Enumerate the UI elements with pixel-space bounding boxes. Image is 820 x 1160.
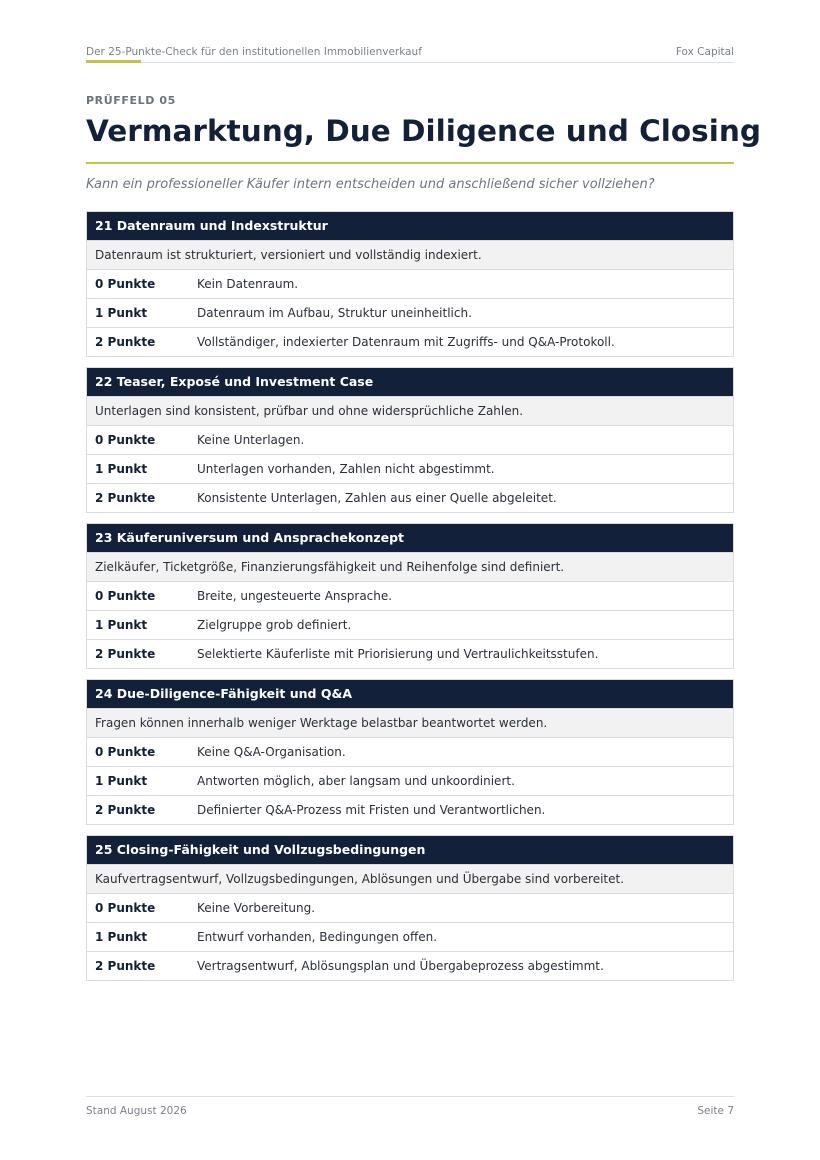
criterion-title: 21 Datenraum und Indexstruktur	[87, 212, 733, 240]
score-points: 2 Punkte	[95, 803, 156, 817]
score-row	[87, 483, 733, 512]
score-text: Breite, ungesteuerte Ansprache.	[197, 589, 393, 603]
score-row	[87, 269, 733, 298]
score-row	[87, 581, 733, 610]
score-points: 0 Punkte	[95, 745, 156, 759]
score-text: Unterlagen vorhanden, Zahlen nicht abgestimmt.	[197, 462, 495, 476]
score-row	[87, 610, 733, 639]
title-divider	[86, 162, 734, 164]
score-row	[87, 795, 733, 824]
score-points: 1 Punkt	[95, 306, 148, 320]
score-row	[87, 425, 733, 454]
score-row	[87, 951, 733, 980]
score-points: 2 Punkte	[95, 335, 156, 349]
score-row	[87, 327, 733, 356]
score-points: 2 Punkte	[95, 491, 156, 505]
score-points: 1 Punkt	[95, 930, 148, 944]
score-row	[87, 298, 733, 327]
score-text: Kein Datenraum.	[197, 277, 299, 291]
score-row	[87, 766, 733, 795]
score-text: Selektierte Käuferliste mit Priorisierung und Vertraulichkeitsstufen.	[197, 647, 599, 661]
criterion-description: Zielkäufer, Ticketgröße, Finanzierungsfähigkeit und Reihenfolge sind definiert.	[87, 552, 733, 581]
score-text: Konsistente Unterlagen, Zahlen aus einer Quelle abgeleitet.	[197, 491, 557, 505]
guiding-question: Kann ein professioneller Käufer intern entscheiden und anschließend sicher vollziehen?	[86, 177, 655, 192]
score-text: Definierter Q&A-Prozess mit Fristen und Verantwortlichen.	[197, 803, 546, 817]
page-footer	[86, 1102, 734, 1120]
score-text: Datenraum im Aufbau, Struktur uneinheitlich.	[197, 306, 472, 320]
page-header	[86, 42, 734, 62]
score-text: Vertragsentwurf, Ablösungsplan und Übergabeprozess abgestimmt.	[197, 959, 604, 973]
score-text: Entwurf vorhanden, Bedingungen offen.	[197, 930, 438, 944]
score-row	[87, 893, 733, 922]
criterion-block	[86, 367, 734, 513]
score-text: Zielgruppe grob definiert.	[197, 618, 352, 632]
score-text: Keine Q&A-Organisation.	[197, 745, 346, 759]
criterion-block	[86, 523, 734, 669]
score-row	[87, 922, 733, 951]
score-points: 1 Punkt	[95, 618, 148, 632]
score-points: 2 Punkte	[95, 959, 156, 973]
criterion-description: Fragen können innerhalb weniger Werktage belastbar beantwortet werden.	[87, 708, 733, 737]
section-kicker: PRÜFFELD 05	[86, 94, 176, 107]
score-text: Antworten möglich, aber langsam und unkoordiniert.	[197, 774, 515, 788]
criterion-title: 22 Teaser, Exposé und Investment Case	[87, 368, 733, 396]
criterion-title: 25 Closing-Fähigkeit und Vollzugsbedingungen	[87, 836, 733, 864]
footer-date: Stand August 2026	[86, 1105, 187, 1117]
criterion-block	[86, 835, 734, 981]
header-accent-bar	[86, 60, 141, 63]
score-row	[87, 737, 733, 766]
document-title: Der 25-Punkte-Check für den institutionellen Immobilienverkauf	[86, 46, 422, 58]
criterion-description: Unterlagen sind konsistent, prüfbar und ohne widersprüchliche Zahlen.	[87, 396, 733, 425]
score-text: Keine Unterlagen.	[197, 433, 305, 447]
page-title: Vermarktung, Due Diligence und Closing	[86, 114, 761, 148]
score-text: Vollständiger, indexierter Datenraum mit Zugriffs- und Q&A-Protokoll.	[197, 335, 615, 349]
score-text: Keine Vorbereitung.	[197, 901, 316, 915]
criterion-description: Kaufvertragsentwurf, Vollzugsbedingungen, Ablösungen und Übergabe sind vorbereitet.	[87, 864, 733, 893]
criterion-title: 23 Käuferuniversum und Ansprachekonzept	[87, 524, 733, 552]
score-points: 1 Punkt	[95, 462, 148, 476]
page-number: Seite 7	[697, 1105, 734, 1117]
score-points: 0 Punkte	[95, 901, 156, 915]
criterion-title: 24 Due-Diligence-Fähigkeit und Q&A	[87, 680, 733, 708]
score-points: 2 Punkte	[95, 647, 156, 661]
footer-divider	[86, 1096, 734, 1097]
header-divider	[86, 62, 734, 63]
criteria-list	[86, 211, 734, 991]
score-points: 0 Punkte	[95, 433, 156, 447]
brand-name: Fox Capital	[675, 46, 734, 58]
score-points: 0 Punkte	[95, 277, 156, 291]
criterion-block	[86, 211, 734, 357]
score-points: 1 Punkt	[95, 774, 148, 788]
score-row	[87, 454, 733, 483]
criterion-block	[86, 679, 734, 825]
score-points: 0 Punkte	[95, 589, 156, 603]
score-row	[87, 639, 733, 668]
criterion-description: Datenraum ist strukturiert, versioniert und vollständig indexiert.	[87, 240, 733, 269]
